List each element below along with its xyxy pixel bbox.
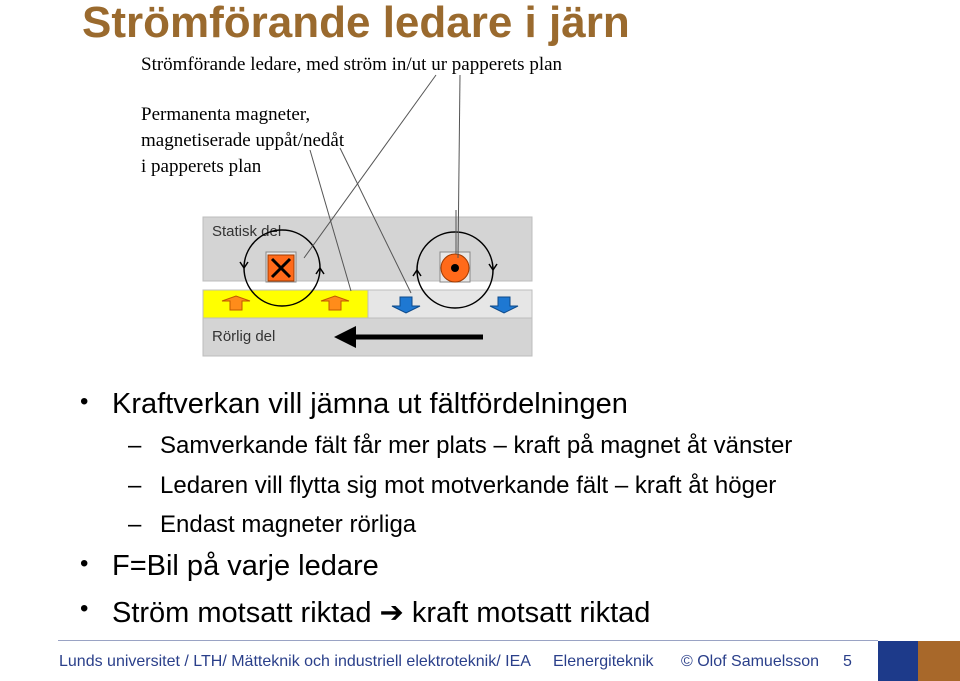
- bullet-dot-icon: •: [80, 550, 89, 577]
- footer-course: Elenergiteknik: [553, 653, 654, 670]
- sub-bullet-text: Samverkande fält får mer plats – kraft på magnet åt vänster: [160, 432, 793, 459]
- footer-page-number: 5: [843, 653, 852, 670]
- bullet-text: Kraftverkan vill jämna ut fältfördelningen: [112, 388, 628, 420]
- footer-institution: Lunds universitet / LTH/ Mätteknik och industriell elektroteknik/ IEA: [59, 653, 531, 670]
- sub-bullet-dash: –: [128, 432, 142, 459]
- conductor-annotation: Strömförande ledare, med ström in/ut ur papperets plan: [141, 54, 563, 75]
- bullet-dot-icon: •: [80, 595, 89, 622]
- footer: [0, 640, 960, 681]
- page-title: Strömförande ledare i järn: [82, 0, 630, 47]
- magnets-annotation-line: i papperets plan: [141, 156, 262, 177]
- footer-divider: [58, 640, 878, 641]
- bullet-text: F=Bil på varje ledare: [112, 550, 379, 582]
- bullet-text: Ström motsatt riktad ➔ kraft motsatt riktad: [112, 597, 651, 629]
- footer-author: © Olof Samuelsson: [681, 653, 820, 670]
- sub-bullet-dash: –: [128, 472, 142, 499]
- magnets-annotation-line: magnetiserade uppåt/nedåt: [141, 130, 345, 151]
- current-into-page-icon: [268, 255, 294, 281]
- current-out-of-page-icon: [441, 254, 469, 282]
- sub-bullet-text: Ledaren vill flytta sig mot motverkande fält – kraft åt höger: [160, 472, 777, 499]
- magnet-strip-left: [203, 290, 368, 318]
- sub-bullet-text: Endast magneter rörliga: [160, 511, 417, 538]
- bullet-dot-icon: •: [80, 388, 89, 415]
- moving-part-label: Rörlig del: [212, 328, 276, 345]
- static-part-label: Statisk del: [212, 223, 282, 240]
- footer-brand-block-brown: [918, 641, 960, 681]
- footer-brand-block-blue: [878, 641, 918, 681]
- magnets-annotation-line: Permanenta magneter,: [141, 104, 311, 125]
- sub-bullet-dash: –: [128, 511, 142, 538]
